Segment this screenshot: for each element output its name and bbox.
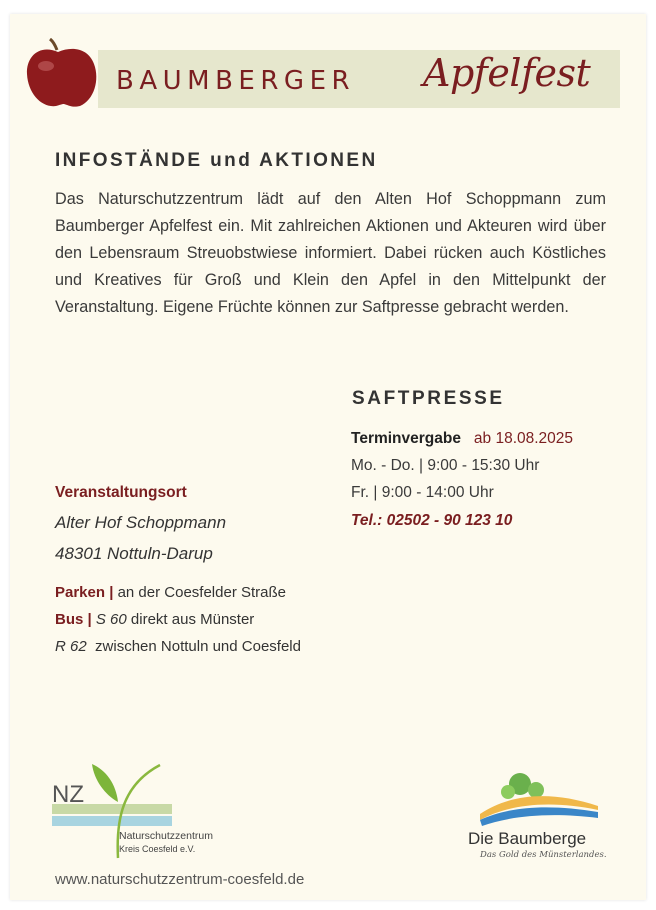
- location-line1: Alter Hof Schoppmann: [55, 513, 227, 532]
- bus-value: direkt aus Münster: [130, 611, 255, 628]
- section-heading-saftpresse: SAFTPRESSE: [352, 388, 505, 409]
- intro-paragraph: Das Naturschutzzentrum lädt auf den Alten Hof Schoppmann zum Baumberger Apfelfest ein. Mit zahlreichen Aktionen und Akteuren wird über den Lebensraum Streuobstwiese informiert. Dabei rücken auch Köstliches und Kreatives für Groß und Klein den Apfel in den Mittelpunkt der Veranstaltung. Eigene Früchte können zur Saftpresse gebracht werden.: [55, 190, 606, 316]
- bus-label: Bus |: [55, 611, 92, 628]
- termin-line: [351, 430, 573, 448]
- parken-value: an der Coesfelder Straße: [117, 584, 286, 601]
- website-link[interactable]: www.naturschutzzentrum-coesfeld.de: [55, 871, 305, 888]
- baumberge-tagline: Das Gold des Münsterlandes.: [480, 850, 607, 860]
- section-heading-infostaende: INFOSTÄNDE und AKTIONEN: [55, 150, 378, 171]
- nz-sub: Kreis Coesfeld e.V.: [119, 844, 196, 854]
- parken-line: [55, 584, 286, 601]
- bus-route: S 60: [95, 611, 127, 628]
- banner-title-sans: BAUMBERGER: [116, 66, 356, 96]
- termin-label: Terminvergabe: [351, 430, 461, 447]
- r62-value: zwischen Nottuln und Coesfeld: [95, 638, 301, 655]
- parken-label: Parken |: [55, 584, 114, 601]
- bus-line: [55, 611, 254, 628]
- baumberge-logo: [470, 770, 610, 833]
- r62-route: R 62: [55, 638, 87, 655]
- location-label: Veranstaltungsort: [55, 484, 187, 501]
- baumberge-name: Die Baumberge: [468, 829, 587, 848]
- apple-icon: [24, 38, 100, 115]
- banner-title-script: Apfelfest: [423, 51, 591, 95]
- phone-number: Tel.: 02502 - 90 123 10: [351, 512, 513, 529]
- location-line2: 48301 Nottuln-Darup: [55, 544, 213, 563]
- termin-value: ab 18.08.2025: [473, 430, 574, 447]
- nz-letters: NZ: [52, 781, 84, 808]
- r62-line: [55, 638, 301, 655]
- nz-name: Naturschutzzentrum: [119, 830, 213, 842]
- hours-mo-do: Mo. - Do. | 9:00 - 15:30 Uhr: [351, 457, 540, 474]
- hours-fr: Fr. | 9:00 - 14:00 Uhr: [351, 484, 494, 501]
